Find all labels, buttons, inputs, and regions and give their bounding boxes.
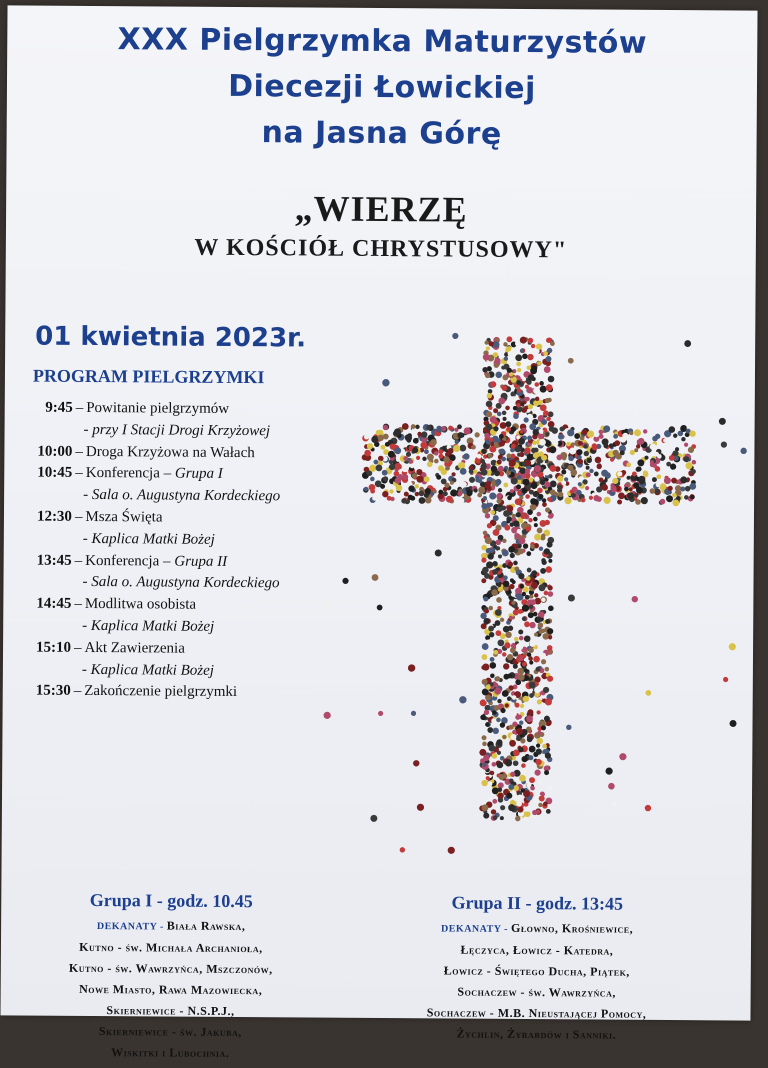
schedule-group: Grupa I (174, 465, 223, 483)
schedule-location: - Kaplica Matki Bożej (82, 617, 215, 635)
schedule-dash: – (73, 639, 82, 656)
group-2-deanery-list (366, 917, 707, 1046)
schedule-item (14, 508, 344, 532)
schedule-time: 9:45 (45, 399, 73, 416)
deanery-line (21, 915, 321, 939)
schedule-time: 10:00 (37, 443, 73, 460)
schedule-text: Konferencja – (85, 552, 175, 570)
deanery-line (20, 1000, 320, 1023)
deanery-line (21, 937, 321, 960)
deanery-name: Skierniewice - N.S.P.J., (106, 1003, 235, 1019)
schedule (13, 399, 345, 706)
schedule-location: - Kaplica Matki Bożej (81, 661, 215, 679)
schedule-time: 12:30 (36, 508, 73, 525)
schedule-dash: – (75, 399, 84, 416)
schedule-text: Msza Święta (85, 508, 163, 526)
schedule-time: 15:10 (35, 639, 72, 656)
schedule-dash: – (74, 508, 83, 525)
schedule-item (14, 443, 344, 467)
deanery-line (367, 981, 707, 1004)
schedule-location: - Sala o. Augustyna Kordeckiego (83, 487, 281, 505)
crowd-cross-illustration (322, 326, 746, 869)
group-1-box (20, 890, 321, 1065)
deanery-name: Kutno - św. Michała Archanioła, (79, 939, 263, 956)
schedule-dash: – (75, 465, 83, 482)
title-line-2: Diecezji Łowickiej (228, 68, 536, 107)
deanery-name: Nowe Miasto, Rawa Mazowiecka, (79, 981, 263, 998)
schedule-text: Droga Krzyżowa na Wałach (85, 443, 255, 461)
schedule-item (15, 399, 345, 423)
event-date: 01 kwietnia 2023r. (35, 321, 307, 354)
schedule-item (13, 683, 343, 707)
deanery-label: DEKANATY - (96, 921, 167, 933)
deanery-name: Skierniewice - św. Jakuba, (98, 1024, 242, 1040)
deanery-line (20, 1021, 320, 1044)
schedule-item (14, 465, 344, 489)
group-1-deanery-list (20, 915, 321, 1065)
title-line-1: XXX Pielgrzymka Maturzystów (117, 22, 648, 61)
motto-line-1: „WIERZĘ (294, 188, 468, 230)
deanery-name: Wiskitki i Lubochnia. (111, 1045, 230, 1060)
schedule-text: Powitanie pielgrzymów (86, 399, 230, 417)
schedule-dash: – (74, 596, 82, 613)
schedule-dash: – (74, 552, 83, 569)
schedule-group: Grupa II (174, 553, 228, 570)
deanery-line (367, 939, 707, 962)
group-2-title: Grupa II - godz. 13:45 (451, 892, 624, 914)
group-1-title: Grupa I - godz. 10.45 (89, 889, 253, 912)
deanery-name: Biała Rawska, (166, 918, 246, 934)
schedule-time: 15:30 (35, 682, 71, 700)
schedule-item (14, 552, 344, 576)
deanery-name: Żychlin, Żyrardów i Sanniki. (456, 1026, 617, 1042)
schedule-text: Konferencja – (85, 465, 175, 482)
schedule-dash: – (73, 683, 82, 700)
schedule-item (13, 596, 343, 620)
schedule-location: - Kaplica Matki Bożej (82, 530, 215, 548)
deanery-line (366, 1023, 706, 1046)
deanery-name: Sochaczew - M.B. Nieustającej Pomocy, (426, 1005, 647, 1021)
schedule-text: Zakończenie pielgrzymki (84, 683, 238, 701)
deanery-name: Głowno, Krośniewice, (510, 920, 634, 936)
schedule-time: 10:45 (37, 465, 73, 482)
schedule-time: 13:45 (36, 552, 72, 569)
deanery-line (21, 958, 321, 981)
deanery-line (21, 979, 321, 1002)
title-line-3: na Jasna Górę (261, 115, 502, 152)
schedule-location: - przy I Stacji Drogi Krzyżowej (83, 421, 271, 440)
deanery-line (367, 917, 707, 941)
schedule-item (13, 639, 343, 663)
deanery-line (20, 1042, 320, 1065)
deanery-name: Łowicz - Świętego Ducha, Piątek, (443, 963, 630, 979)
deanery-name: Łęczyca, Łowicz - Katedra, (460, 942, 614, 958)
deanery-name: Sochaczew - św. Wawrzyńca, (457, 984, 616, 1000)
motto-line-2: W KOŚCIÓŁ CHRYSTUSOWY" (194, 234, 568, 264)
schedule-time: 14:45 (36, 595, 72, 613)
deanery-label: DEKANATY - (441, 923, 512, 935)
program-title: PROGRAM PIELGRZYMKI (32, 365, 265, 388)
schedule-text: Modlitwa osobista (84, 596, 197, 613)
schedule-dash: – (75, 443, 83, 460)
schedule-location: - Sala o. Augustyna Kordeckiego (82, 574, 280, 592)
deanery-line (367, 960, 707, 983)
deanery-line (366, 1002, 706, 1025)
deanery-name: Kutno - św. Wawrzyńca, Mszczonów, (68, 960, 273, 977)
schedule-text: Akt Zawierzenia (84, 639, 185, 657)
group-2-box (366, 892, 707, 1046)
poster (0, 5, 757, 1060)
